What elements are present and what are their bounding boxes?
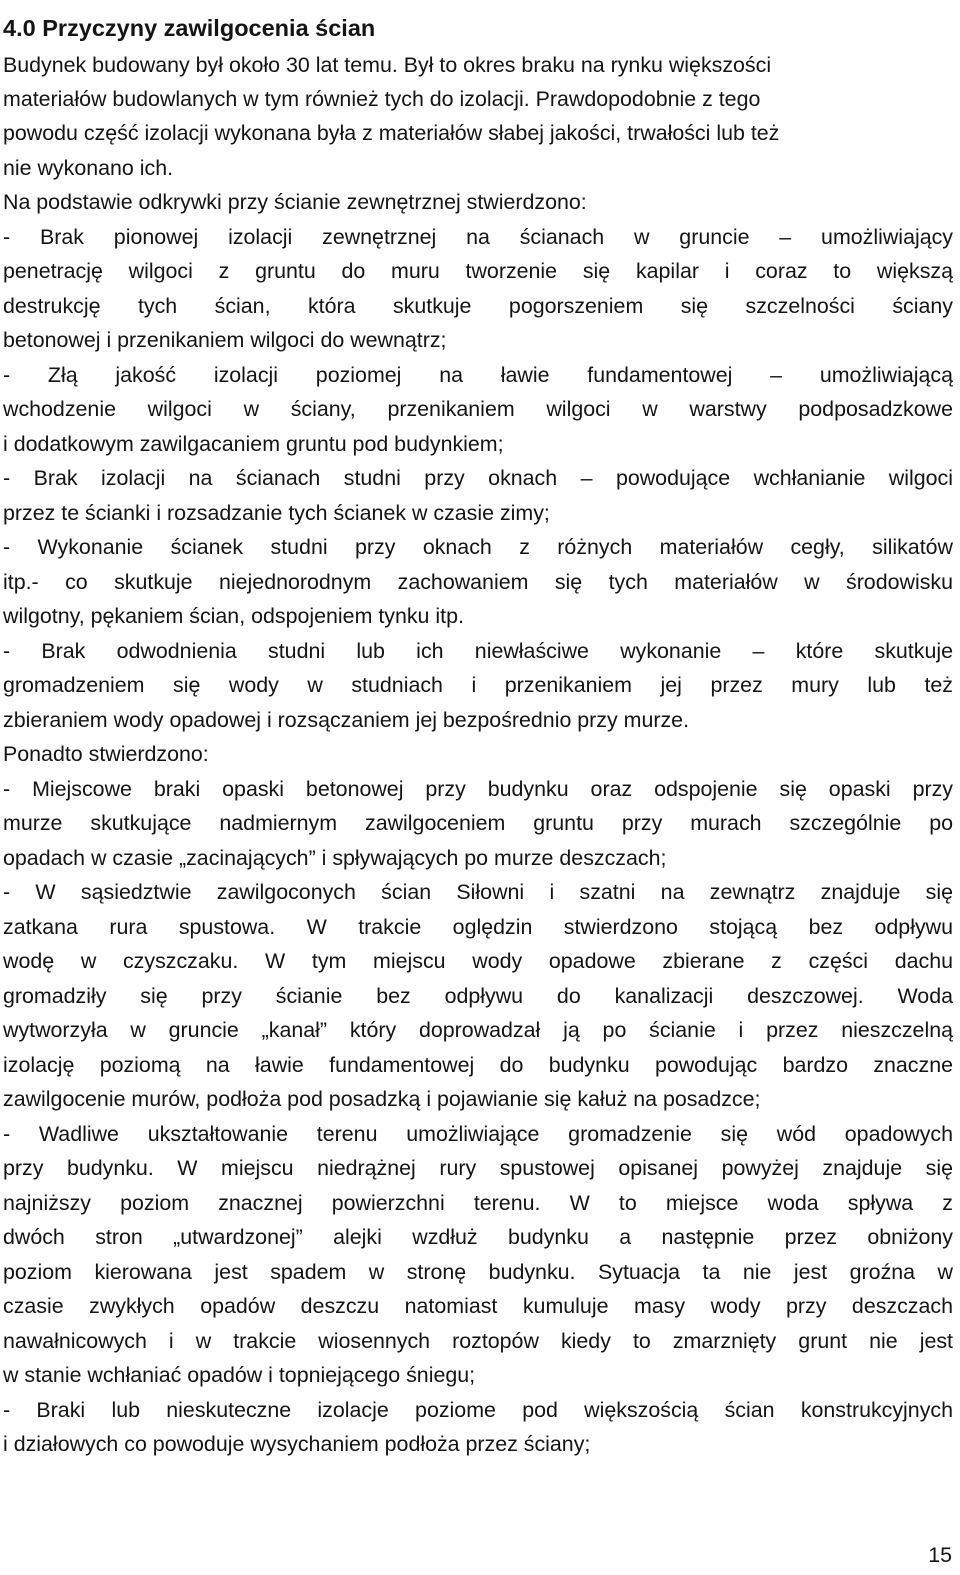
text-line: zatkana rura spustowa. W trakcie oględzin stwierdzono stojącą bez odpływu [3,915,953,939]
text-line: i działowych co powoduje wysychaniem podłoża przez ściany; [3,1432,591,1456]
text-line: nawałnicowych i w trakcie wiosennych roztopów kiedy to zmarznięty grunt nie jest [3,1329,953,1353]
section-heading: 4.0 Przyczyny zawilgocenia ścian [3,14,376,41]
text-line: destrukcję tych ścian, która skutkuje pogorszeniem się szczelności ściany [3,294,953,318]
text-line: wchodzenie wilgoci w ściany, przenikaniem wilgoci w warstwy podposadzkowe [3,397,953,421]
text-line: czasie zwykłych opadów deszczu natomiast kumuluje masy wody przy deszczach [3,1294,953,1318]
text-line: opadach w czasie „zacinających” i spływających po murze deszczach; [3,846,667,870]
text-line: izolację poziomą na ławie fundamentowej do budynku powodując bardzo znaczne [3,1053,953,1077]
text-line: Na podstawie odkrywki przy ścianie zewnętrznej stwierdzono: [3,190,587,214]
text-line: - Brak izolacji na ścianach studni przy oknach – powodujące wchłanianie wilgoci [3,466,953,490]
text-line: - Miejscowe braki opaski betonowej przy budynku oraz odspojenie się opaski przy [3,777,953,801]
text-line: najniższy poziom znacznej powierzchni terenu. W to miejsce woda spływa z [3,1191,953,1215]
text-line: gromadzeniem się wody w studniach i przenikaniem jej przez mury lub też [3,673,953,697]
text-line: w stanie wchłaniać opadów i topniejącego śniegu; [3,1363,476,1387]
text-line: - Brak pionowej izolacji zewnętrznej na ścianach w gruncie – umożliwiający [3,225,953,249]
text-line: materiałów budowlanych w tym również tych do izolacji. Prawdopodobnie z tego [3,87,761,111]
text-line: itp.- co skutkuje niejednorodnym zachowaniem się tych materiałów w środowisku [3,570,953,594]
text-line: - W sąsiedztwie zawilgoconych ścian Siłowni i szatni na zewnątrz znajduje się [3,880,953,904]
text-line: zawilgocenie murów, podłoża pod posadzką i pojawianie się kałuż na posadzce; [3,1087,761,1111]
text-line: - Wykonanie ścianek studni przy oknach z różnych materiałów cegły, silikatów [3,535,953,559]
text-line: zbieraniem wody opadowej i rozsączaniem jej bezpośrednio przy murze. [3,708,690,732]
text-line: nie wykonano ich. [3,156,174,180]
text-line: i dodatkowym zawilgacaniem gruntu pod budynkiem; [3,432,504,456]
text-line: murze skutkujące nadmiernym zawilgoceniem gruntu przy murach szczególnie po [3,811,953,835]
text-line: - Wadliwe ukształtowanie terenu umożliwiające gromadzenie się wód opadowych [3,1122,953,1146]
text-line: - Braki lub nieskuteczne izolacje poziome pod większością ścian konstrukcyjnych [3,1398,953,1422]
text-line: wodę w czyszczaku. W tym miejscu wody opadowe zbierane z części dachu [3,949,953,973]
text-line: - Złą jakość izolacji poziomej na ławie fundamentowej – umożliwiającą [3,363,953,387]
text-line: poziom kierowana jest spadem w stronę budynku. Sytuacja ta nie jest groźna w [3,1260,953,1284]
text-line: betonowej i przenikaniem wilgoci do wewnątrz; [3,328,447,352]
text-line: penetrację wilgoci z gruntu do muru tworzenie się kapilar i coraz to większą [3,259,953,283]
text-line: Budynek budowany był około 30 lat temu. Był to okres braku na rynku większości [3,53,772,77]
text-line: - Brak odwodnienia studni lub ich niewłaściwe wykonanie – które skutkuje [3,639,953,663]
text-line: powodu część izolacji wykonana była z materiałów słabej jakości, trwałości lub też [3,121,780,145]
text-line: dwóch stron „utwardzonej” alejki wzdłuż budynku a następnie przez obniżony [3,1225,953,1249]
text-line: Ponadto stwierdzono: [3,742,209,766]
text-line: wytworzyła w gruncie „kanał” który doprowadzał ją po ścianie i przez nieszczelną [3,1018,953,1042]
text-line: wilgotny, pękaniem ścian, odspojeniem tynku itp. [3,604,464,628]
text-line: przy budynku. W miejscu niedrążnej rury spustowej opisanej powyżej znajduje się [3,1156,953,1180]
text-line: przez te ścianki i rozsadzanie tych ścianek w czasie zimy; [3,501,550,525]
page-number: 15 [928,1543,952,1567]
text-line: gromadziły się przy ścianie bez odpływu do kanalizacji deszczowej. Woda [3,984,953,1008]
